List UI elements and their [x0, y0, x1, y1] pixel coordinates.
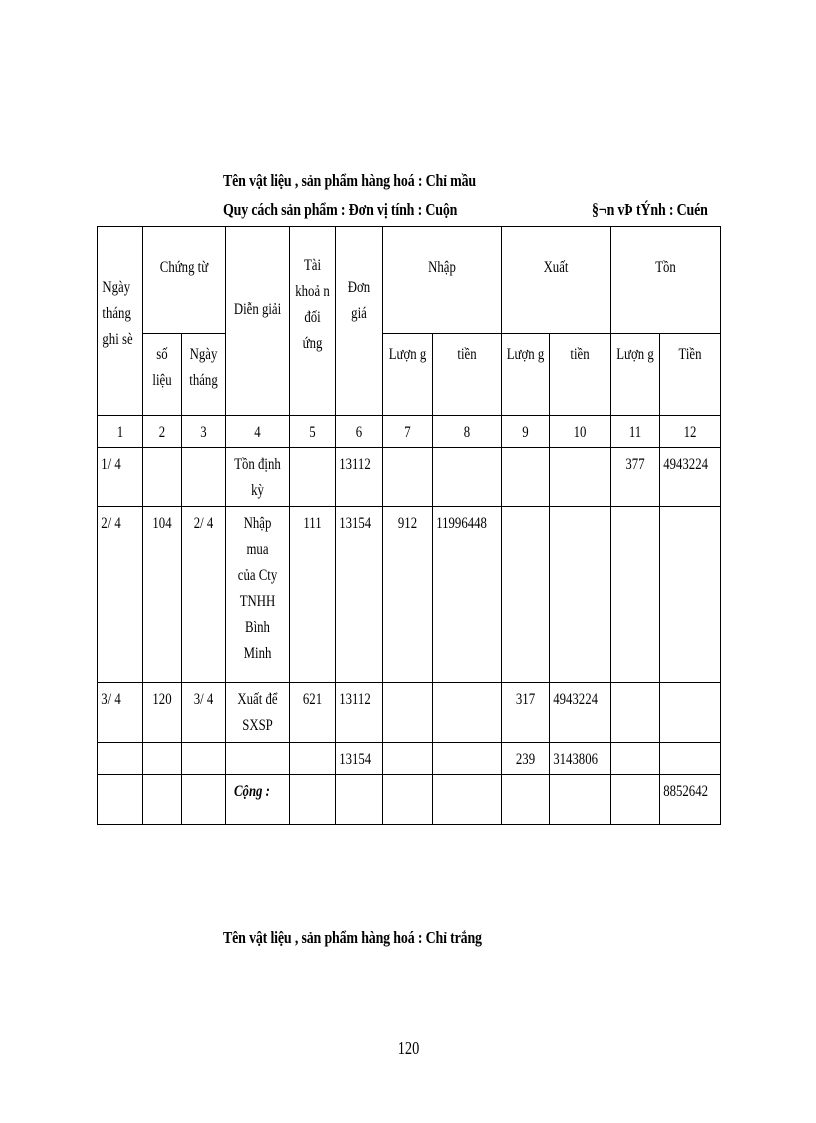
cell-stock-money [660, 743, 721, 775]
second-material-title: Tên vật liệu , sản phẩm hàng hoá : Chỉ trắng [223, 928, 482, 947]
unit-label-garbled: §¬n vÞ tÝnh : Cuén [592, 200, 708, 219]
page-number: 120 [397, 1038, 419, 1058]
header-account: Tài khoả n đối ứng [290, 227, 336, 416]
header-stock-money: Tiền [660, 334, 721, 416]
header-export-money: tiền [550, 334, 611, 416]
cell-stock-qty [611, 743, 660, 775]
cell-account: 111 [290, 507, 336, 683]
total-row [98, 775, 721, 825]
cell-account [290, 743, 336, 775]
cell-export-money [550, 507, 611, 683]
header-import-qty: Lượn g [383, 334, 433, 416]
header-import: Nhập [383, 227, 502, 334]
cell-import-qty: 912 [383, 507, 433, 683]
cell-export-qty [502, 507, 550, 683]
cell-export-money: 4943224 [550, 683, 611, 743]
cell-unit-price: 13154 [336, 507, 383, 683]
col-num: 11 [611, 416, 660, 448]
table-row [98, 448, 721, 507]
header-voucher-date: Ngày tháng [182, 334, 226, 416]
empty-cell [98, 775, 143, 825]
material-title: Tên vật liệu , sản phẩm hàng hoá : Chỉ mầu [223, 171, 477, 190]
total-value: 8852642 [660, 775, 721, 825]
cell-date [98, 743, 143, 775]
cell-account: 621 [290, 683, 336, 743]
header-row-sub [98, 334, 721, 416]
cell-unit-price: 13154 [336, 743, 383, 775]
cell-date: 2/ 4 [98, 507, 143, 683]
empty-cell [502, 775, 550, 825]
col-num: 6 [336, 416, 383, 448]
cell-voucher-date: 2/ 4 [182, 507, 226, 683]
cell-import-money [433, 448, 502, 507]
cell-import-qty [383, 448, 433, 507]
empty-cell [336, 775, 383, 825]
cell-import-money [433, 743, 502, 775]
col-num: 9 [502, 416, 550, 448]
cell-voucher-no [143, 448, 182, 507]
col-num: 3 [182, 416, 226, 448]
cell-stock-money [660, 507, 721, 683]
empty-cell [383, 775, 433, 825]
col-num: 10 [550, 416, 611, 448]
cell-stock-money: 4943224 [660, 448, 721, 507]
header-import-money: tiền [433, 334, 502, 416]
cell-voucher-no: 120 [143, 683, 182, 743]
cell-export-money: 3143806 [550, 743, 611, 775]
table-row [98, 507, 721, 683]
empty-cell [550, 775, 611, 825]
empty-cell [182, 775, 226, 825]
cell-description: Xuất để SXSP [226, 683, 290, 743]
cell-voucher-date: 3/ 4 [182, 683, 226, 743]
header-voucher: Chứng từ [143, 227, 226, 334]
empty-cell [290, 775, 336, 825]
cell-voucher-date [182, 743, 226, 775]
table-row [98, 743, 721, 775]
col-num: 2 [143, 416, 182, 448]
cell-date: 1/ 4 [98, 448, 143, 507]
cell-account [290, 448, 336, 507]
table-row [98, 683, 721, 743]
col-num: 5 [290, 416, 336, 448]
cell-export-qty: 239 [502, 743, 550, 775]
header-export: Xuất [502, 227, 611, 334]
cell-voucher-date [182, 448, 226, 507]
header-row-main [98, 227, 721, 334]
header-description: Diễn giải [226, 227, 290, 416]
cell-unit-price: 13112 [336, 683, 383, 743]
cell-import-qty [383, 683, 433, 743]
column-number-row [98, 416, 721, 448]
product-spec-line: Quy cách sản phẩm : Đơn vị tính : Cuộn [223, 200, 458, 219]
inventory-ledger-table [97, 226, 721, 825]
header-unit-price: Đơn giá [336, 227, 383, 416]
cell-stock-qty [611, 683, 660, 743]
empty-cell [611, 775, 660, 825]
cell-voucher-no [143, 743, 182, 775]
cell-import-money: 11996448 [433, 507, 502, 683]
cell-export-qty [502, 448, 550, 507]
header-export-qty: Lượn g [502, 334, 550, 416]
cell-export-qty: 317 [502, 683, 550, 743]
col-num: 12 [660, 416, 721, 448]
cell-description: Nhập mua của Cty TNHH Bình Minh [226, 507, 290, 683]
cell-export-money [550, 448, 611, 507]
cell-import-money [433, 683, 502, 743]
cell-date: 3/ 4 [98, 683, 143, 743]
cell-unit-price: 13112 [336, 448, 383, 507]
header-stock-qty: Lượn g [611, 334, 660, 416]
cell-stock-qty: 377 [611, 448, 660, 507]
col-num: 7 [383, 416, 433, 448]
cell-import-qty [383, 743, 433, 775]
header-stock: Tồn [611, 227, 721, 334]
cell-description [226, 743, 290, 775]
col-num: 8 [433, 416, 502, 448]
col-num: 1 [98, 416, 143, 448]
cell-stock-qty [611, 507, 660, 683]
cell-description: Tồn định kỳ [226, 448, 290, 507]
header-date: Ngày tháng ghi sè [98, 227, 143, 416]
empty-cell [143, 775, 182, 825]
header-voucher-no: số liệu [143, 334, 182, 416]
empty-cell [433, 775, 502, 825]
total-label: Cộng : [226, 775, 290, 825]
cell-voucher-no: 104 [143, 507, 182, 683]
col-num: 4 [226, 416, 290, 448]
cell-stock-money [660, 683, 721, 743]
